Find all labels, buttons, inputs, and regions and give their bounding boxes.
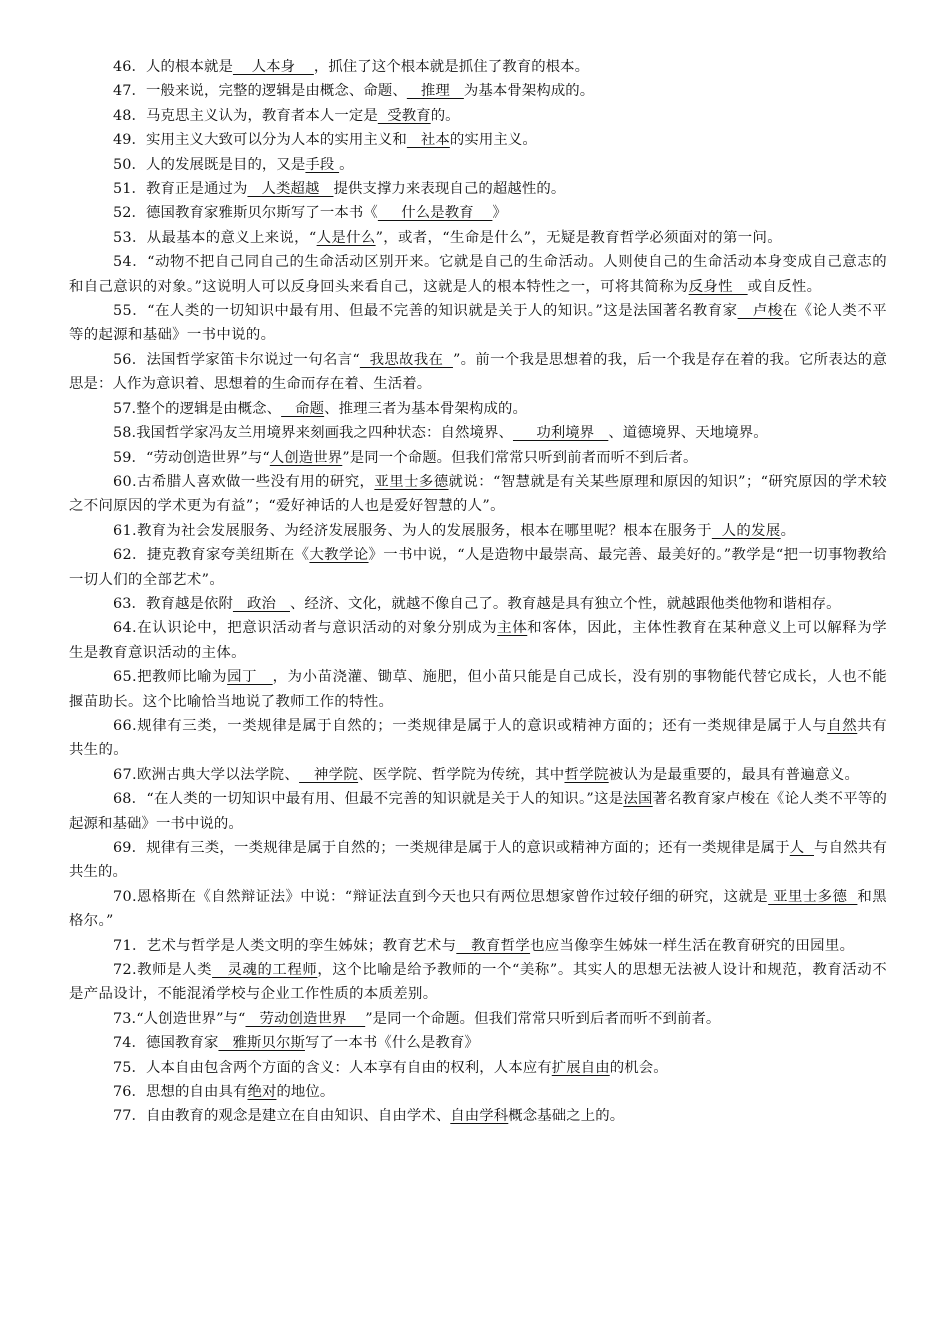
answer-blank: 人本身 [232, 59, 314, 75]
question-number: 59 [113, 449, 132, 466]
question-66 [69, 714, 887, 763]
question-70 [69, 885, 887, 934]
question-number: 75 [113, 1059, 132, 1076]
question-text: .古希腊人喜欢做一些没有用的研究， [132, 473, 375, 490]
question-number: 58 [113, 425, 132, 442]
answer-blank: 园丁 [227, 669, 273, 686]
question-text: 和客体，因此，主体性教育在某种意义上可以解释为学生是教育意识活动的主体。 [69, 620, 888, 661]
question-number: 66 [113, 717, 133, 734]
question-text: 为基本骨架构成的。 [463, 83, 595, 100]
question-text: ．法国哲学家笛卡尔说过一句名言“ [131, 351, 360, 368]
question-number: 51 [113, 181, 132, 198]
question-text: 。 [339, 156, 354, 173]
answer-blank: 卢梭 [737, 303, 783, 320]
question-text: .在认识论中，把意识活动者与意识活动的对象分别成为 [132, 620, 498, 637]
question-number: 73 [113, 1010, 132, 1027]
question-number: 68 [113, 791, 132, 808]
answer-blank: 教育哲学 [456, 937, 531, 954]
answer-blank: 自然 [827, 717, 858, 734]
question-number: 71 [113, 937, 133, 954]
question-text: .我国哲学家冯友兰用境界来刻画我之四种状态：自然境界、 [131, 425, 513, 442]
question-text: .恩格斯在《自然辩证法》中说：“辩证法直到今天也只有两位思想家曾作过较仔细的研究，这就是 [132, 888, 769, 905]
question-text: 就说：“智慧就是有关某些原理和原因的知识”；“研究原因的学术较之不问原因的学术更为有益”；“爱好神话的人也是爱好智慧的人”。 [69, 473, 887, 515]
answer-blank: 主体 [497, 620, 528, 637]
answer-blank: 受教育 [377, 107, 431, 124]
question-number: 53 [113, 229, 133, 246]
question-number: 74 [113, 1035, 132, 1052]
question-50 [69, 153, 887, 177]
answer-blank: 扩展自由 [551, 1059, 610, 1076]
question-number: 60 [113, 473, 133, 490]
answer-blank: 神学院 [299, 766, 359, 783]
question-text: 被认为是最重要的，最具有普遍意义。 [608, 766, 860, 783]
question-54 [69, 250, 887, 299]
question-text: ，为小苗浇灌、锄草、施肥，但小苗只能是自己成长，没有别的事物能代替它成长，人也不能揠苗助长。这个比喻恰当地说了教师工作的特性。 [69, 669, 888, 710]
answer-blank: 亚里士多德 [768, 888, 858, 905]
question-text: 、医学院、哲学院为传统，其中 [358, 766, 565, 783]
question-77 [69, 1104, 887, 1128]
answer-blank: 人是什么 [316, 229, 376, 246]
question-text: ”是同一个命题。但我们常常只听到后者而听不到前者。 [365, 1010, 721, 1027]
question-49 [69, 128, 887, 152]
answer-blank: 劳动创造世界 [245, 1010, 366, 1027]
question-48 [69, 104, 887, 128]
question-number: 64 [113, 620, 133, 637]
question-text: ．教育正是通过为 [131, 181, 248, 198]
question-text: .教育为社会发展服务、为经济发展服务、为人的发展服务，根本在哪里呢？根本在服务于 [132, 522, 712, 539]
question-text: ”。前一个我是思想着的我，后一个我是存在着的我。它所表达的意思是：人作为意识着、思想着的生命而存在着、生活着。 [69, 351, 887, 393]
question-number: 54 [113, 254, 133, 271]
question-text: ，抓住了这个根本就是抓住了教育的根本。 [313, 59, 590, 75]
question-text: ．德国教育家雅斯贝尔斯写了一本书《 [131, 205, 378, 222]
question-text: ．“动物不把自己同自己的生命活动区别开来。它就是自己的生命活动。人则使自己的生命活动本身变成自己意志的和自己意识的对象。”这说明人可以反身回头来看自己，这就是人的根本特性之一，可将其简称为 [69, 254, 887, 295]
question-number: 61 [113, 522, 133, 539]
question-number: 67 [113, 766, 133, 783]
question-72 [69, 958, 887, 1007]
question-63 [69, 592, 887, 616]
question-text: ．思想的自由具有 [131, 1084, 248, 1101]
question-55 [69, 299, 887, 348]
question-text: ．教育越是依附 [131, 595, 233, 612]
answer-blank: 亚里士多德 [374, 473, 449, 490]
question-text: 写了一本书《什么是教育》 [304, 1035, 479, 1052]
question-74 [69, 1031, 887, 1055]
answer-blank: 反身性 [688, 278, 748, 295]
question-text: .教师是人类 [132, 962, 213, 979]
question-number: 55 [113, 303, 133, 320]
answer-blank: 法国 [623, 791, 653, 808]
question-text: .整个的逻辑是由概念、 [131, 400, 282, 417]
answer-blank: 灵魂的工程师 [212, 962, 318, 979]
question-61 [69, 519, 887, 543]
question-51 [69, 177, 887, 201]
question-46 [69, 55, 887, 79]
question-59 [69, 446, 887, 470]
question-text: ．马克思主义认为，教育者本人一定是 [131, 107, 378, 124]
question-text: ．人本自由包含两个方面的含义：人本享有自由的权利，人本应有 [131, 1059, 552, 1076]
question-68 [69, 787, 887, 836]
answer-blank: 人的发展 [711, 522, 781, 539]
question-53 [69, 226, 887, 250]
question-number: 47 [113, 83, 132, 100]
question-text: 在《论人类不平等的起源和基础》一书中说的。 [69, 303, 887, 344]
question-text: ．从最基本的意义上来说，“ [132, 229, 317, 246]
question-text: ．艺术与哲学是人类文明的孪生姊妹；教育艺术与 [132, 937, 457, 954]
question-text: .欧洲古典大学以法学院、 [132, 766, 300, 783]
question-text: ”是同一个命题。但我们常常只听到前者而听不到后者。 [342, 449, 698, 466]
answer-blank: 大教学论 [309, 547, 369, 564]
question-text: 的地位。 [276, 1084, 335, 1101]
answer-blank: 人 [789, 840, 814, 856]
question-62 [69, 543, 887, 592]
question-text: ”，或者，“生命是什么”，无疑是教育哲学必须面对的第一问。 [375, 229, 782, 246]
question-text: 、经济、文化，就越不像自己了。教育越是具有独立个性，就越跟他类他物和谐相存。 [289, 595, 841, 612]
answer-blank: 自由学科 [450, 1108, 509, 1125]
question-text: 与自然共有共生的。 [69, 840, 887, 881]
question-64 [69, 616, 887, 665]
question-number: 63 [113, 595, 132, 612]
answer-blank: 人类超越 [247, 181, 334, 198]
question-text: ．规律有三类，一类规律是属于自然的；一类规律是属于人的意识或精神方面的；还有一类规律是属于 [131, 840, 790, 856]
question-text: ．德国教育家 [131, 1035, 219, 1052]
question-number: 70 [113, 888, 133, 905]
answer-blank: 哲学院 [564, 766, 609, 783]
question-number: 49 [113, 132, 132, 149]
answer-blank: 绝对 [247, 1084, 277, 1101]
answer-blank: 推理 [406, 83, 464, 100]
question-number: 72 [113, 962, 133, 979]
question-text: 的实用主义。 [449, 132, 537, 149]
question-text: .“人创造世界”与“ [131, 1010, 246, 1027]
answer-blank: 雅斯贝尔斯 [218, 1035, 305, 1052]
question-number: 50 [113, 156, 132, 173]
question-69 [69, 836, 887, 885]
question-number: 62 [113, 547, 133, 564]
answer-blank: 社本 [406, 132, 450, 149]
question-text: ．自由教育的观念是建立在自由知识、自由学术、 [131, 1108, 451, 1125]
question-text: 、道德境界、天地境界。 [608, 425, 768, 442]
question-number: 46 [113, 59, 132, 75]
question-text: 的。 [430, 107, 460, 124]
question-57 [69, 397, 887, 421]
question-text: 提供支撑力来表现自己的超越性的。 [333, 181, 566, 198]
question-67 [69, 763, 887, 787]
document-page [69, 55, 887, 1129]
question-text: .规律有三类，一类规律是属于自然的；一类规律是属于人的意识或精神方面的；还有一类规律是属于人与 [132, 717, 828, 734]
question-text: 或自反性。 [747, 278, 822, 295]
question-text: ．捷克教育家夸美纽斯在《 [132, 547, 310, 564]
question-number: 65 [113, 669, 133, 686]
question-76 [69, 1080, 887, 1104]
answer-blank: 什么是教育 [377, 205, 493, 222]
question-75 [69, 1056, 887, 1080]
question-text: 和黑格尔。” [69, 888, 888, 930]
question-60 [69, 470, 887, 519]
question-52 [69, 201, 887, 225]
question-text: 概念基础之上的。 [508, 1108, 625, 1125]
question-text: 》一书中说，“人是造物中最崇高、最完善、最美好的。”教学是“把一切事物教给一切人们的全部艺术”。 [69, 547, 888, 588]
question-text: ．一般来说，完整的逻辑是由概念、命题、 [131, 83, 407, 100]
question-number: 56 [113, 351, 132, 368]
question-text: ．人的发展既是目的，又是 [131, 156, 306, 173]
question-text: ．实用主义大致可以分为人本的实用主义和 [131, 132, 407, 149]
question-text: 。 [780, 522, 796, 539]
question-73 [69, 1007, 887, 1031]
question-number: 48 [113, 107, 132, 124]
question-text: ．人的根本就是 [131, 59, 233, 75]
question-text: 著名教育家卢梭在《论人类不平等的起源和基础》一书中说的。 [69, 791, 887, 832]
question-text: 也应当像孪生姊妹一样生活在教育研究的田园里。 [530, 937, 855, 954]
answer-blank: 我思故我在 [359, 351, 453, 368]
question-text: ．“劳动创造世界”与“ [131, 449, 270, 466]
answer-blank: 手段 [305, 156, 340, 173]
answer-blank: 政治 [232, 595, 290, 612]
question-47 [69, 79, 887, 103]
question-text: 的机会。 [609, 1059, 668, 1076]
question-text: ．“在人类的一切知识中最有用、但最不完善的知识就是关于人的知识。”这是法国著名教育家 [132, 303, 738, 320]
question-65 [69, 665, 887, 714]
question-71 [69, 934, 887, 958]
answer-blank: 人创造世界 [269, 449, 343, 466]
answer-blank: 功利境界 [512, 425, 609, 442]
question-text: .把教师比喻为 [132, 669, 228, 686]
question-number: 76 [113, 1084, 132, 1101]
answer-blank: 命题 [281, 400, 325, 417]
question-text: ，这个比喻是给予教师的一个“美称”。其实人的思想无法被人设计和规范，教育活动不是产品设计，不能混淆学校与企业工作性质的本质差别。 [69, 962, 887, 1003]
question-text: 》 [492, 205, 507, 222]
question-number: 77 [113, 1108, 132, 1125]
question-number: 69 [113, 840, 132, 856]
question-text: ．“在人类的一切知识中最有用、但最不完善的知识就是关于人的知识。”这是 [131, 791, 624, 808]
question-number: 57 [113, 400, 132, 417]
question-text: 、推理三者为基本骨架构成的。 [324, 400, 527, 417]
question-56 [69, 348, 887, 397]
question-number: 52 [113, 205, 132, 222]
question-text: 共有共生的。 [69, 717, 888, 759]
question-58 [69, 421, 887, 445]
